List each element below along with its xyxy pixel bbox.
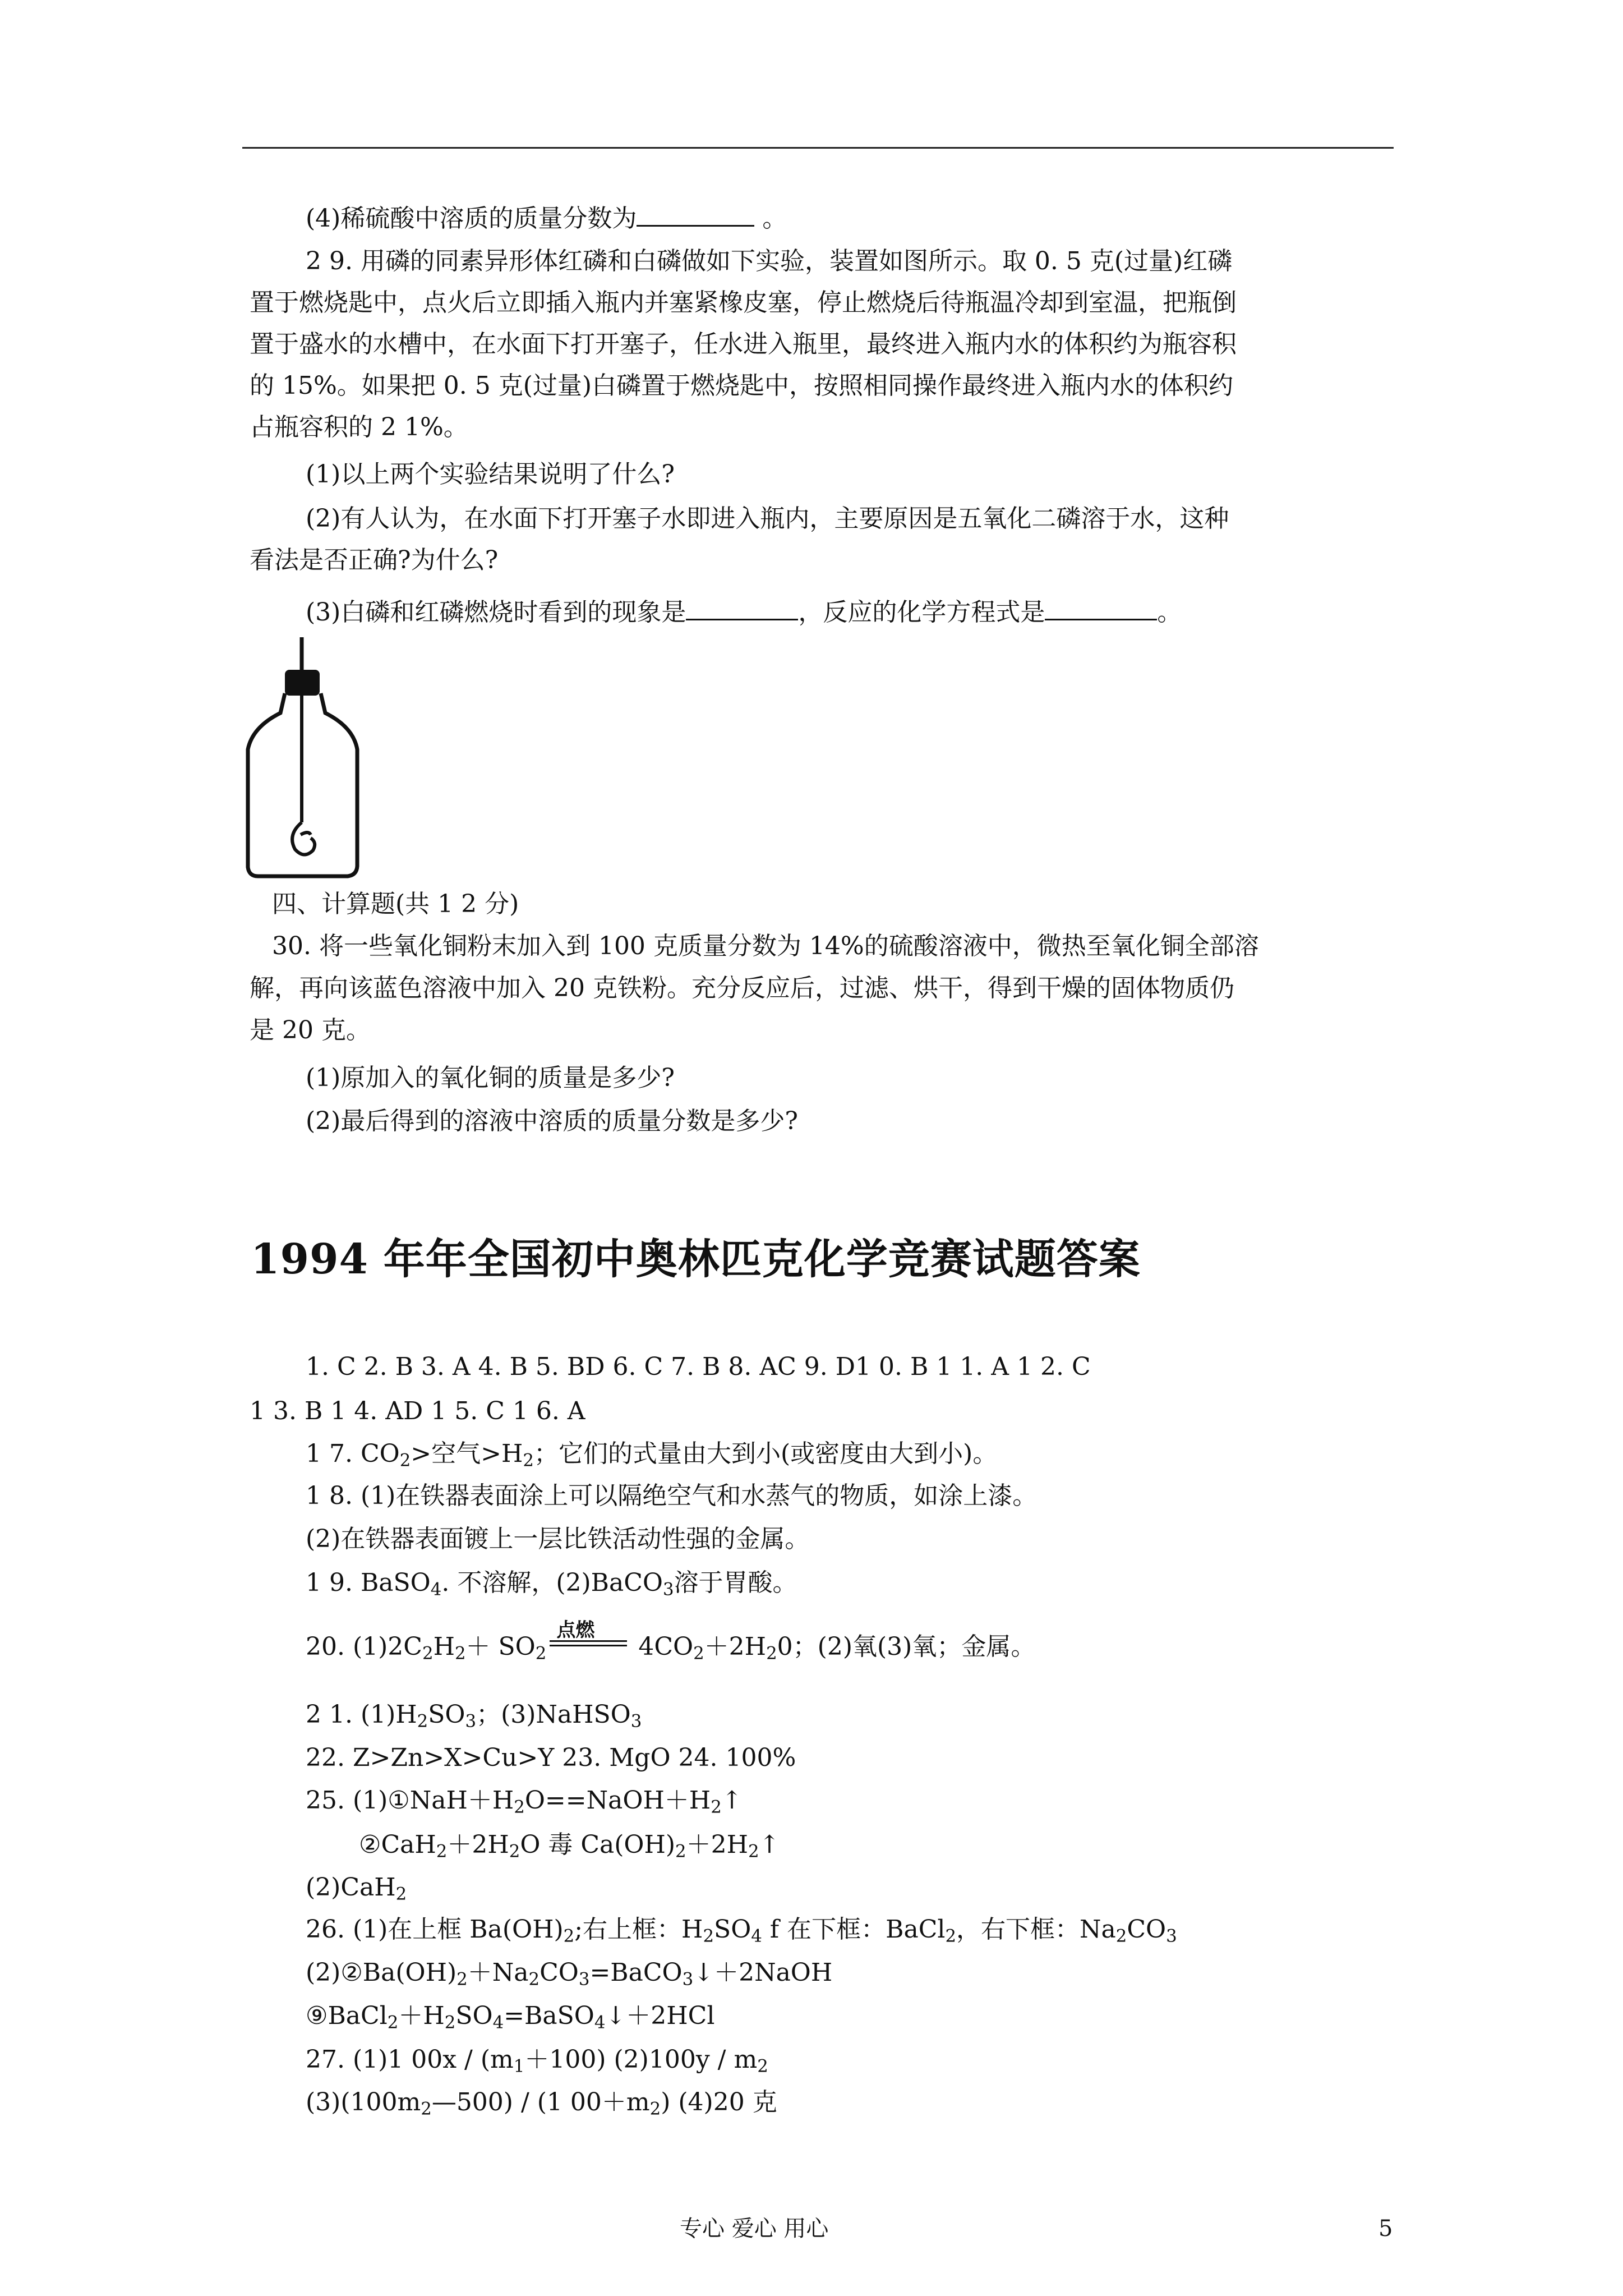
q30-line-2: 解，再向该蓝色溶液中加入 20 克铁粉。充分反应后，过滤、烘干，得到干燥的固体物质仍	[250, 974, 1234, 1002]
answer-blank	[686, 596, 798, 620]
answer-18-line2: (2)在铁器表面镀上一层比铁活动性强的金属。	[306, 1525, 810, 1553]
q29-sub3: (3)白磷和红磷燃烧时看到的现象是 ，反应的化学方程式是 。	[306, 595, 1182, 631]
gas-arrow-icon: ↑	[759, 1830, 780, 1859]
q30-sub1: (1)原加入的氧化铜的质量是多少?	[306, 1064, 675, 1092]
page-number: 5	[1378, 2216, 1393, 2242]
answer-25-line2: $②CaH_2+2H_2O$ 毒 $Ca(OH)_2+2H_2↑$	[359, 1830, 780, 1862]
q29-line-2: 置于燃烧匙中，点火后立即插入瓶内并塞紧橡皮塞，停止燃烧后待瓶温冷却到室温，把瓶倒	[250, 288, 1237, 317]
answers-mc-line1: 1. C 2. B 3. A 4. B 5. BD 6. C 7. B 8. AC 9. D1 0. B 1 1. A 1 2. C	[306, 1352, 1091, 1381]
header-rule	[242, 147, 1394, 149]
answer-27-line2: $(3)(100m_2—500) / (1$ $00+m_2$) (4)20 克	[306, 2088, 777, 2119]
q28-part4: (4)稀硫酸中溶质的质量分数为 。	[306, 201, 787, 237]
answer-blank	[1045, 596, 1157, 620]
answer-22-24: 22. Z>Zn>X>Cu>Y 23. MgO 24. 100%	[306, 1743, 796, 1772]
answer-26-line2: $(2)②Ba(OH)_2+Na_2CO_3=BaCO_3↓+2NaOH$	[306, 1958, 833, 1990]
answer-25-line1: 25. $(1)①NaH+H_2O==NaOH+H_2↑$	[306, 1786, 743, 1818]
answers-title: 1994 年年全国初中奥林匹克化学竞赛试题答案	[251, 1235, 1141, 1283]
gas-arrow-icon: ↑	[721, 1786, 743, 1815]
answer-26-line1: 26. (1)在上框 $Ba(OH)_2$;右上框：$H_2SO_4$ f 在下框：BaCl$_2$，右下框：$Na_2CO_3$	[306, 1915, 1177, 1947]
reaction-condition-equals-sign: 点燃	[546, 1625, 630, 1658]
answers-mc-line2: 1 3. B 1 4. AD 1 5. C 1 6. A	[250, 1397, 585, 1425]
bottle-apparatus-figure	[241, 637, 365, 878]
q30-line-3: 是 20 克。	[250, 1016, 371, 1045]
q29-sub2-line2: 看法是否正确?为什么?	[250, 546, 499, 574]
footer-motto: 专心 爱心 用心	[680, 2216, 829, 2242]
q29-sub2-line1: (2)有人认为，在水面下打开塞子水即进入瓶内，主要原因是五氧化二磷溶于水，这种	[306, 504, 1229, 533]
answer-17: 1 7. $CO_2>$空气$>H_2$；它们的式量由大到小(或密度由大到小)。	[306, 1439, 998, 1471]
answer-26-line3: $⑨BaCl_2+H_2SO_4=BaSO_4↓+2HCl$	[306, 2001, 715, 2033]
q29-line-1: 2 9. 用磷的同素异形体红磷和白磷做如下实验，装置如图所示。取 0. 5 克(过量)红磷	[306, 247, 1233, 275]
q30-sub2: (2)最后得到的溶液中溶质的质量分数是多少?	[306, 1107, 798, 1135]
q29-sub1: (1)以上两个实验结果说明了什么?	[306, 460, 675, 489]
answer-20: 20. $(1)2C_2H_2+ SO_2$ 点燃 $4CO_2+2H_20$；(2)氧(3)氧；金属。	[306, 1619, 1036, 1664]
q29-line-3: 置于盛水的水槽中，在水面下打开塞子，任水进入瓶里，最终进入瓶内水的体积约为瓶容积	[250, 330, 1237, 358]
section-heading-calculation: 四、计算题(共 1 2 分)	[272, 890, 519, 918]
answer-21: 2 1. $(1)H_2SO_3$；(3)NaHSO$_3$	[306, 1700, 642, 1732]
answer-18-line1: 1 8. (1)在铁器表面涂上可以隔绝空气和水蒸气的物质，如涂上漆。	[306, 1481, 1038, 1510]
q29-line-5: 占瓶容积的 2 1%。	[250, 413, 468, 441]
answer-19: 1 9. BaSO$_4$. 不溶解，(2)BaCO$_3$溶于胃酸。	[306, 1568, 797, 1600]
answer-27-line1: 27. (1)1 $00x / (m_1+100)$ $(2)100y / m_2$	[306, 2045, 768, 2077]
q29-line-4: 的 15%。如果把 0. 5 克(过量)白磷置于燃烧匙中，按照相同操作最终进入瓶内水的体积约	[250, 371, 1234, 400]
answer-25-line3: (2)CaH$_2$	[306, 1873, 407, 1904]
answer-blank	[637, 203, 754, 227]
q30-line-1: 30. 将一些氧化铜粉末加入到 100 克质量分数为 14%的硫酸溶液中，微热至氧化铜全部溶	[272, 932, 1259, 960]
